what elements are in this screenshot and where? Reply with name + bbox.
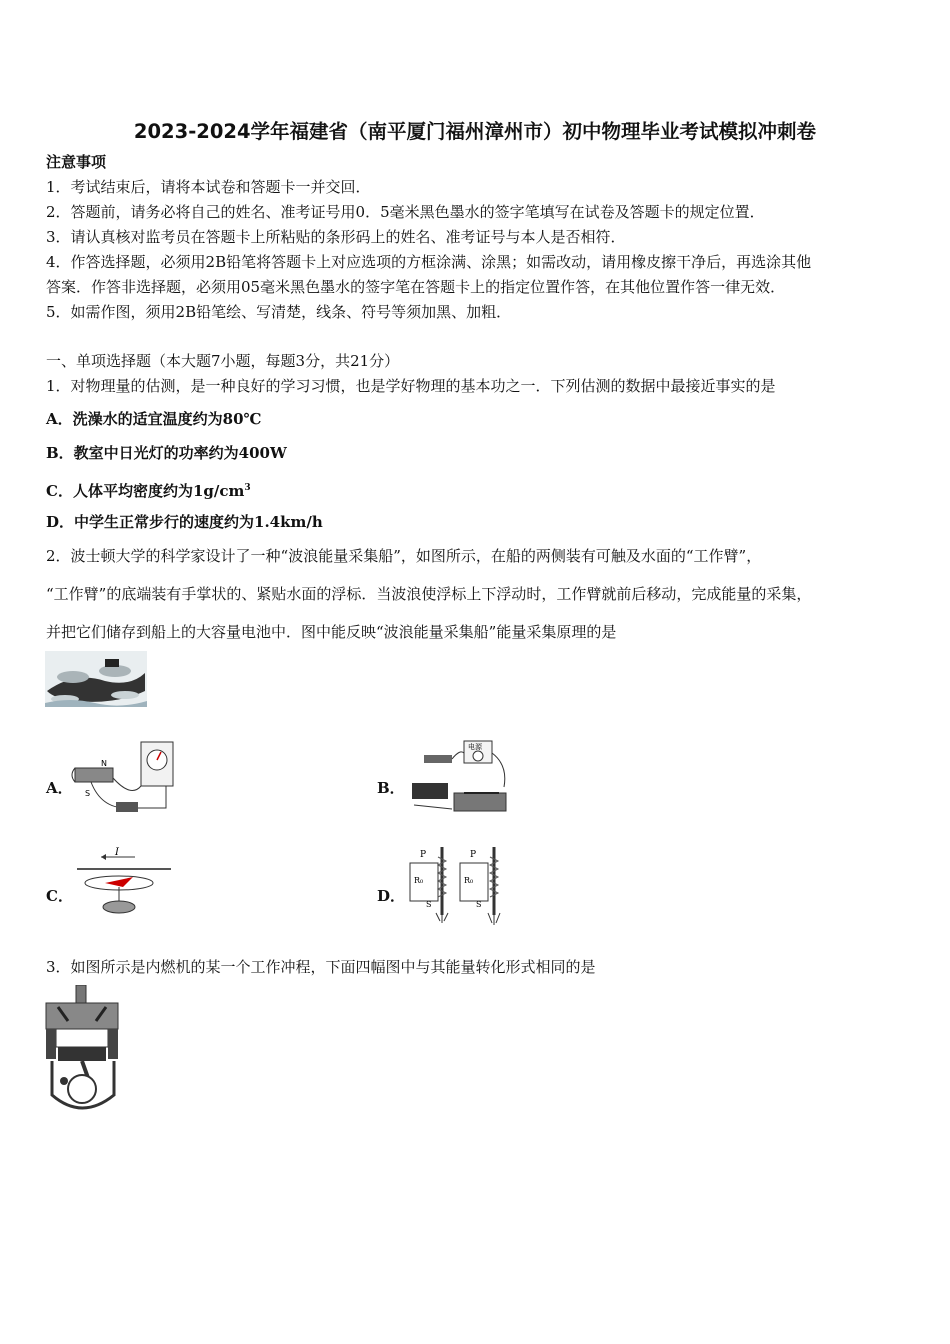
slider-p-label: P	[470, 850, 477, 860]
motor-experiment-figure	[404, 735, 510, 817]
electromagnet-experiment-figure	[404, 843, 508, 925]
generator-experiment-figure	[71, 738, 176, 820]
note-item: 5．如需作图，须用2B铅笔绘、写清楚，线条、符号等须加黑、加粗．	[46, 303, 512, 321]
q2-option-d-label: D．	[377, 887, 406, 905]
power-source-text: 电源	[468, 743, 482, 751]
section-heading: 一、单项选择题（本大题7小题，每题3分，共21分）	[46, 352, 400, 370]
switch-label: S	[476, 900, 482, 909]
internal-combustion-engine-figure	[44, 985, 122, 1117]
note-item: 4．作答选择题，必须用2B铅笔将答题卡上对应选项的方框涂满、涂黑；如需改动，请用橡皮擦干净后，再选涂其他	[46, 253, 812, 271]
note-item: 1．考试结束后，请将本试卷和答题卡一并交回．	[46, 178, 371, 196]
notes-heading: 注意事项	[46, 153, 107, 171]
page-title: 2023-2024学年福建省（南平厦门福州漳州市）初中物理毕业考试模拟冲刺卷	[133, 120, 817, 143]
oersted-experiment-figure	[75, 843, 173, 923]
note-item: 2．答题前，请务必将自己的姓名、准考证号用0．5毫米黑色墨水的签字笔填写在试卷及答题卡的规定位置．	[46, 203, 765, 221]
switch-label: S	[426, 900, 432, 909]
rheostat-label: R₀	[464, 876, 474, 885]
q1-option-c	[46, 479, 251, 500]
q1-option-a: A．洗澡水的适宜温度约为80℃	[46, 410, 262, 428]
q2-line: “工作臂”的底端装有手掌状的、紧贴水面的浮标．当波浪使浮标上下浮动时，工作臂就前后移动，完成能量的采集，	[46, 585, 812, 603]
q2-line: 并把它们储存到船上的大容量电池中．图中能反映“波浪能量采集船”能量采集原理的是	[46, 623, 617, 641]
current-label: I	[115, 847, 119, 858]
note-item: 3．请认真核对监考员在答题卡上所粘贴的条形码上的姓名、准考证号与本人是否相符．	[46, 228, 626, 246]
q2-option-a-label: A．	[46, 779, 73, 797]
q1-stem: 1．对物理量的估测，是一种良好的学习习惯，也是学好物理的基本功之一．下列估测的数据中最接近事实的是	[46, 377, 776, 395]
wave-energy-boat-image	[45, 651, 147, 707]
q2-option-b-label: B．	[377, 779, 405, 797]
svg-text:S: S	[85, 789, 91, 798]
q1-option-c-text: C．人体平均密度约为1g/cm	[46, 482, 245, 500]
rheostat-label: R₀	[414, 876, 424, 885]
q2-line: 2．波士顿大学的科学家设计了一种“波浪能量采集船”，如图所示，在船的两侧装有可触及水面的“工作臂”，	[46, 547, 762, 565]
note-item: 答案．作答非选择题，必须用05毫米黑色墨水的签字笔在答题卡上的指定位置作答，在其他位置作答一律无效．	[46, 278, 786, 296]
q1-option-b: B．教室中日光灯的功率约为400W	[46, 444, 287, 462]
slider-p-label: P	[420, 850, 427, 860]
q1-option-c-sup: 3	[244, 483, 251, 493]
q3-stem: 3．如图所示是内燃机的某一个工作冲程，下面四幅图中与其能量转化形式相同的是	[46, 958, 596, 976]
svg-text:N: N	[101, 759, 107, 768]
q2-option-c-label: C．	[46, 887, 73, 905]
q1-option-d: D．中学生正常步行的速度约为1.4km/h	[46, 513, 323, 531]
